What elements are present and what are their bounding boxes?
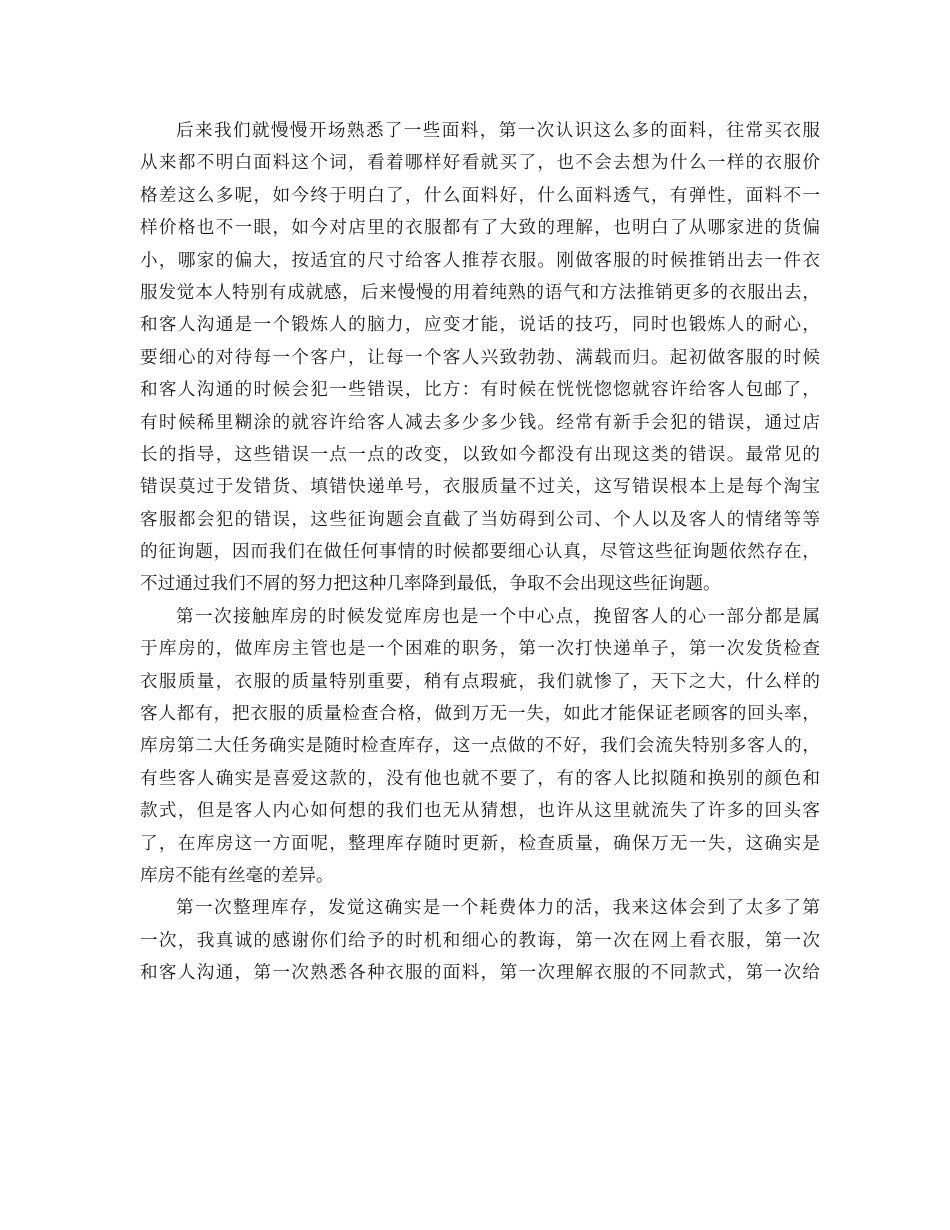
text-line: 后来我们就慢慢开场熟悉了一些面料，第一次认识这么多的面料，往常买衣服	[176, 121, 820, 141]
text-line: 格差这么多呢，如今终于明白了，什么面料好，什么面料透气，有弹性，面料不一	[140, 185, 820, 206]
document-body	[140, 115, 820, 990]
text-line: 一次，我真诚的感谢你们给予的时机和细心的教诲，第一次在网上看衣服，第一次	[140, 930, 820, 951]
text-line: 不过通过我们不屑的努力把这种几率降到最低，争取不会出现这些征询题。	[140, 574, 721, 595]
text-line: 于库房的，做库房主管也是一个困难的职务，第一次打快递单子，第一次发货检查	[140, 639, 820, 660]
text-line: 要细心的对待每一个客户，让每一个客人兴致勃勃、满载而归。起初做客服的时候	[140, 347, 820, 368]
text-line: 第一次整理库存，发觉这确实是一个耗费体力的活，我来这体会到了太多了第	[176, 898, 820, 919]
text-line: 长的指导，这些错误一点一点的改变，以致如今都没有出现这类的错误。最常见的	[140, 444, 820, 465]
text-line: 有时候稀里糊涂的就容许给客人减去多少多少钱。经常有新手会犯的错误，通过店	[140, 412, 820, 433]
text-line: 了，在库房这一方面呢，整理库存随时更新，检查质量，确保万无一失，这确实是	[140, 833, 820, 854]
text-line: 款式，但是客人内心如何想的我们也无从猜想，也许从这里就流失了许多的回头客	[140, 801, 820, 822]
text-line: 客服都会犯的错误，这些征询题会直截了当妨碍到公司、个人以及客人的情绪等等	[140, 509, 820, 530]
paragraph	[140, 601, 820, 893]
text-line: 和客人沟通的时候会犯一些错误，比方：有时候在恍恍惚惚就容许给客人包邮了，	[140, 380, 820, 401]
text-line: 的征询题，因而我们在做任何事情的时候都要细心认真，尽管这些征询题依然存在，	[140, 542, 820, 563]
text-line: 第一次接触库房的时候发觉库房也是一个中心点，挽留客人的心一部分都是属	[176, 606, 820, 627]
text-line: 从来都不明白面料这个词，看着哪样好看就买了，也不会去想为什么一样的衣服价	[140, 153, 820, 174]
text-line: 和客人沟通，第一次熟悉各种衣服的面料，第一次理解衣服的不同款式，第一次给	[140, 963, 820, 984]
text-line: 和客人沟通是一个锻炼人的脑力，应变才能，说话的技巧，同时也锻炼人的耐心，	[140, 315, 820, 336]
paragraph	[140, 115, 820, 601]
text-line: 衣服质量，衣服的质量特别重要，稍有点瑕疵，我们就惨了，天下之大，什么样的	[140, 671, 820, 692]
text-line: 样价格也不一眼，如今对店里的衣服都有了大致的理解，也明白了从哪家进的货偏	[140, 218, 820, 239]
text-line: 错误莫过于发错货、填错快递单号，衣服质量不过关，这写错误根本上是每个淘宝	[140, 477, 820, 498]
text-line: 有些客人确实是喜爱这款的，没有他也就不要了，有的客人比拟随和换别的颜色和	[140, 768, 820, 789]
text-line: 库房第二大任务确实是随时检查库存，这一点做的不好，我们会流失特别多客人的，	[140, 736, 820, 757]
paragraph	[140, 892, 820, 989]
text-line: 库房不能有丝毫的差异。	[140, 865, 334, 886]
text-line: 客人都有，把衣服的质量检查合格，做到万无一失，如此才能保证老顾客的回头率，	[140, 704, 820, 725]
text-line: 服发觉本人特别有成就感，后来慢慢的用着纯熟的语气和方法推销更多的衣服出去，	[140, 282, 820, 303]
text-line: 小，哪家的偏大，按适宜的尺寸给客人推荐衣服。刚做客服的时候推销出去一件衣	[140, 250, 820, 271]
